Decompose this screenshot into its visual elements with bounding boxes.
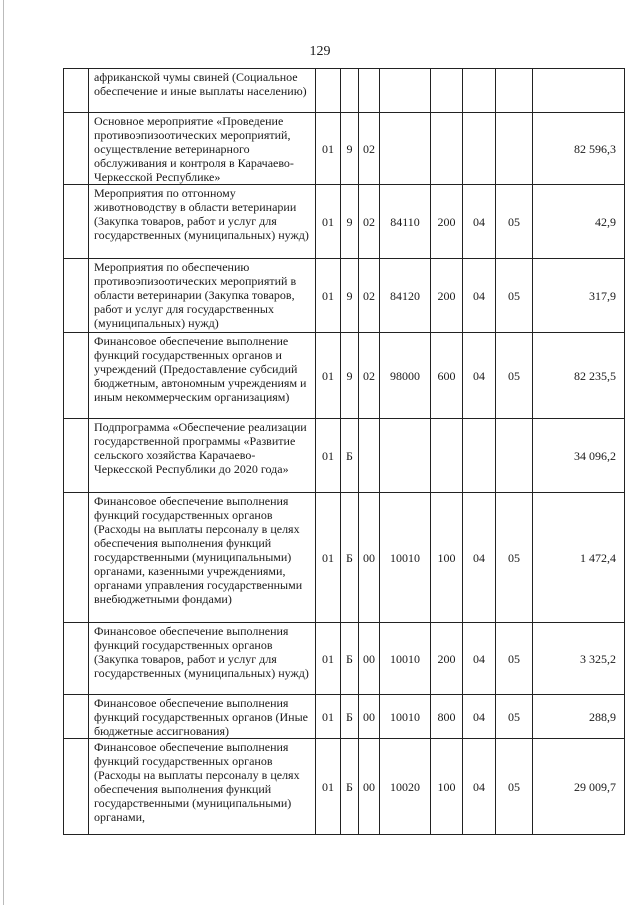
- row-amount: 42,9: [533, 185, 625, 259]
- row-code-4: [380, 113, 431, 185]
- row-code-3: 00: [359, 493, 380, 623]
- row-code-4: 10010: [380, 493, 431, 623]
- row-code-4: [380, 419, 431, 493]
- row-code-3: 00: [359, 623, 380, 695]
- row-code-4: 10010: [380, 623, 431, 695]
- row-code-3: 02: [359, 333, 380, 419]
- row-code-5: [431, 69, 463, 113]
- row-code-6: 04: [463, 623, 496, 695]
- row-code-7: [496, 419, 533, 493]
- row-code-1: 01: [316, 493, 341, 623]
- row-code-2: Б: [341, 419, 359, 493]
- row-amount: 3 325,2: [533, 623, 625, 695]
- row-code-5: 100: [431, 493, 463, 623]
- row-code-2: 9: [341, 185, 359, 259]
- row-code-5: [431, 113, 463, 185]
- row-code-5: 200: [431, 623, 463, 695]
- row-description: африканской чумы свиней (Социальное обеспечение и иные выплаты населению): [89, 69, 316, 113]
- row-code-7: [496, 113, 533, 185]
- row-description: Основное мероприятие «Проведение противоэпизоотических мероприятий, осуществление ветеринарного обслуживания и контроля в Карачаево-Черкесской Республике»: [89, 113, 316, 185]
- table-row: [64, 113, 625, 185]
- row-code-2: Б: [341, 493, 359, 623]
- row-code-5: 600: [431, 333, 463, 419]
- row-code-5: 800: [431, 695, 463, 739]
- row-blank-cell: [64, 623, 89, 695]
- table-row: [64, 695, 625, 739]
- row-code-4: 98000: [380, 333, 431, 419]
- row-code-1: 01: [316, 185, 341, 259]
- table-row: [64, 69, 625, 113]
- row-code-3: [359, 419, 380, 493]
- row-code-2: 9: [341, 113, 359, 185]
- row-description: Финансовое обеспечение выполнения функций государственных органов (Расходы на выплаты персоналу в целях обеспечения выполнения функций государственными (муниципальными) органами, казенными учреждениями, органами управления государственными внебюджетными фондами): [89, 493, 316, 623]
- row-code-5: 100: [431, 739, 463, 835]
- row-code-6: [463, 113, 496, 185]
- row-code-1: 01: [316, 419, 341, 493]
- row-code-6: 04: [463, 259, 496, 333]
- row-blank-cell: [64, 185, 89, 259]
- row-code-3: 00: [359, 695, 380, 739]
- row-amount: 82 235,5: [533, 333, 625, 419]
- row-code-1: [316, 69, 341, 113]
- row-code-7: 05: [496, 739, 533, 835]
- budget-table: [63, 68, 625, 835]
- row-blank-cell: [64, 739, 89, 835]
- row-blank-cell: [64, 333, 89, 419]
- row-code-4: 10010: [380, 695, 431, 739]
- row-amount: [533, 69, 625, 113]
- row-code-7: 05: [496, 259, 533, 333]
- row-code-4: 10020: [380, 739, 431, 835]
- table-row: [64, 493, 625, 623]
- row-amount: 317,9: [533, 259, 625, 333]
- row-amount: 1 472,4: [533, 493, 625, 623]
- row-code-7: 05: [496, 623, 533, 695]
- row-code-1: 01: [316, 259, 341, 333]
- row-code-1: 01: [316, 623, 341, 695]
- row-amount: 82 596,3: [533, 113, 625, 185]
- row-code-5: [431, 419, 463, 493]
- row-code-1: 01: [316, 695, 341, 739]
- table-row: [64, 623, 625, 695]
- row-code-1: 01: [316, 333, 341, 419]
- table-row: [64, 419, 625, 493]
- table-row: [64, 739, 625, 835]
- row-code-1: 01: [316, 739, 341, 835]
- row-code-2: Б: [341, 623, 359, 695]
- row-blank-cell: [64, 259, 89, 333]
- row-description: Финансовое обеспечение выполнение функций государственных органов и учреждений (Предоставление субсидий бюджетным, автономным учреждениям и иным некоммерческим организациям): [89, 333, 316, 419]
- row-code-6: 04: [463, 739, 496, 835]
- row-code-5: 200: [431, 259, 463, 333]
- row-code-2: 9: [341, 259, 359, 333]
- row-code-7: [496, 69, 533, 113]
- row-description: Мероприятия по отгонному животноводству в области ветеринарии (Закупка товаров, работ и услуг для государственных (муниципальных) нужд): [89, 185, 316, 259]
- table-row: [64, 259, 625, 333]
- row-code-2: 9: [341, 333, 359, 419]
- row-code-7: 05: [496, 333, 533, 419]
- row-code-1: 01: [316, 113, 341, 185]
- row-amount: 288,9: [533, 695, 625, 739]
- row-code-2: Б: [341, 695, 359, 739]
- row-blank-cell: [64, 493, 89, 623]
- row-description: Финансовое обеспечение выполнения функций государственных органов (Иные бюджетные ассигнования): [89, 695, 316, 739]
- table-row: [64, 185, 625, 259]
- page-edge-rule: [3, 0, 4, 905]
- row-code-3: 02: [359, 185, 380, 259]
- row-amount: 34 096,2: [533, 419, 625, 493]
- row-code-6: 04: [463, 185, 496, 259]
- row-code-6: [463, 419, 496, 493]
- row-description: Мероприятия по обеспечению противоэпизоотических мероприятий в области ветеринарии (Закупка товаров, работ и услуг для государственных (муниципальных) нужд): [89, 259, 316, 333]
- row-code-2: Б: [341, 739, 359, 835]
- row-code-6: [463, 69, 496, 113]
- row-code-4: [380, 69, 431, 113]
- row-blank-cell: [64, 113, 89, 185]
- row-blank-cell: [64, 419, 89, 493]
- row-description: Финансовое обеспечение выполнения функций государственных органов (Закупка товаров, работ и услуг для государственных (муниципальных) нужд): [89, 623, 316, 695]
- table-row: [64, 333, 625, 419]
- row-amount: 29 009,7: [533, 739, 625, 835]
- row-code-6: 04: [463, 493, 496, 623]
- row-code-3: [359, 69, 380, 113]
- row-description: Финансовое обеспечение выполнения функций государственных органов (Расходы на выплаты персоналу в целях обеспечения выполнения функций государственными (муниципальными) органами,: [89, 739, 316, 835]
- row-blank-cell: [64, 695, 89, 739]
- row-code-7: 05: [496, 695, 533, 739]
- row-code-4: 84110: [380, 185, 431, 259]
- budget-table-body: [64, 69, 625, 835]
- row-code-6: 04: [463, 695, 496, 739]
- page-number: 129: [309, 44, 331, 59]
- row-code-3: 02: [359, 259, 380, 333]
- row-code-7: 05: [496, 493, 533, 623]
- row-code-5: 200: [431, 185, 463, 259]
- row-code-3: 02: [359, 113, 380, 185]
- row-description: Подпрограмма «Обеспечение реализации государственной программы «Развитие сельского хозяйства Карачаево-Черкесской Республики до 2020 года»: [89, 419, 316, 493]
- row-code-3: 00: [359, 739, 380, 835]
- row-blank-cell: [64, 69, 89, 113]
- row-code-2: [341, 69, 359, 113]
- row-code-4: 84120: [380, 259, 431, 333]
- row-code-6: 04: [463, 333, 496, 419]
- row-code-7: 05: [496, 185, 533, 259]
